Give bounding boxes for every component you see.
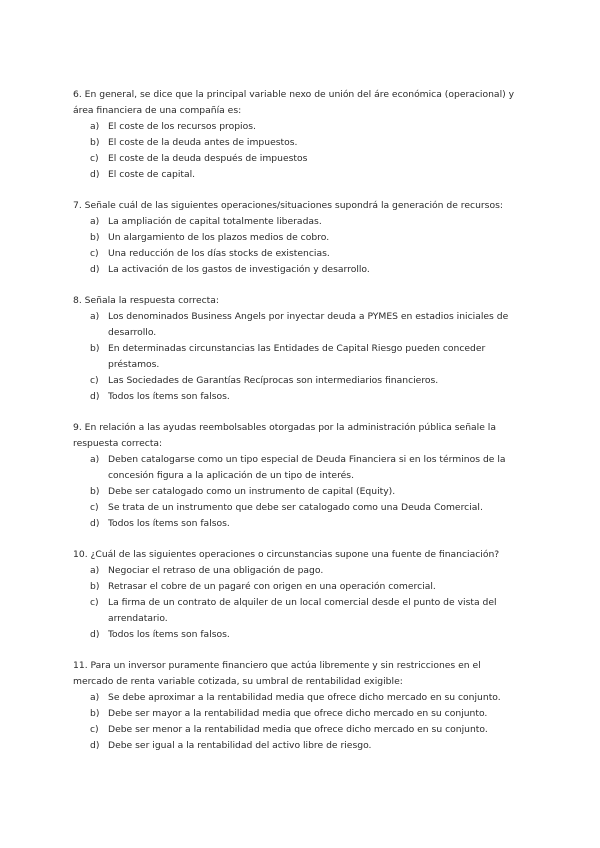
answer-option (73, 500, 523, 516)
answer-option (73, 151, 523, 167)
option-list (73, 119, 523, 183)
answer-option (73, 373, 523, 389)
option-text: El coste de capital. (108, 169, 196, 180)
option-text: Los denominados Business Angels por inyectar deuda a PYMES en estadios iniciales de desarrollo. (108, 311, 509, 338)
answer-option (73, 627, 523, 643)
option-text: Debe ser menor a la rentabilidad media que ofrece dicho mercado en su conjunto. (108, 724, 488, 735)
answer-option (73, 389, 523, 405)
option-list (73, 214, 523, 278)
option-letter: b) (90, 581, 100, 592)
question-block (73, 658, 523, 754)
option-letter: c) (90, 597, 99, 608)
option-text: En determinadas circunstancias las Entidades de Capital Riesgo pueden conceder préstamos. (108, 343, 486, 370)
question-block (73, 293, 523, 405)
option-list (73, 690, 523, 754)
answer-option (73, 595, 523, 627)
question-block (73, 547, 523, 643)
option-text: El coste de la deuda después de impuestos (108, 153, 308, 164)
answer-option (73, 167, 523, 183)
option-letter: a) (90, 121, 100, 132)
question-text: 6. En general, se dice que la principal variable nexo de unión del áre económica (operacional) y área financiera de una compañía es: (73, 89, 515, 116)
option-text: La activación de los gastos de investigación y desarrollo. (108, 264, 370, 275)
answer-option (73, 230, 523, 246)
answer-option (73, 738, 523, 754)
answer-option (73, 341, 523, 373)
option-text: La firma de un contrato de alquiler de un local comercial desde el punto de vista del arrendatario. (108, 597, 497, 624)
option-text: Se trata de un instrumento que debe ser catalogado como una Deuda Comercial. (108, 502, 483, 513)
option-letter: c) (90, 153, 99, 164)
option-text: Un alargamiento de los plazos medios de cobro. (108, 232, 330, 243)
answer-option (73, 484, 523, 500)
option-text: Debe ser igual a la rentabilidad del activo libre de riesgo. (108, 740, 372, 751)
option-text: Las Sociedades de Garantías Recíprocas son intermediarios financieros. (108, 375, 439, 386)
answer-option (73, 246, 523, 262)
option-text: Todos los ítems son falsos. (108, 629, 230, 640)
answer-option (73, 579, 523, 595)
question-text: 8. Señala la respuesta correcta: (73, 295, 219, 306)
question-block (73, 198, 523, 278)
option-letter: d) (90, 264, 100, 275)
option-text: Retrasar el cobre de un pagaré con origen en una operación comercial. (108, 581, 436, 592)
option-letter: d) (90, 740, 100, 751)
option-text: Deben catalogarse como un tipo especial de Deuda Financiera si en los términos de la concesión figura a la aplicación de un tipo de interés. (108, 454, 506, 481)
answer-option (73, 452, 523, 484)
answer-option (73, 214, 523, 230)
option-letter: b) (90, 486, 100, 497)
question-text: 11. Para un inversor puramente financiero que actúa libremente y sin restricciones en el mercado de renta variable cotizada, su umbral de rentabilidad exigible: (73, 660, 481, 687)
answer-option (73, 135, 523, 151)
option-letter: a) (90, 454, 100, 465)
answer-option (73, 690, 523, 706)
option-letter: c) (90, 502, 99, 513)
option-letter: a) (90, 311, 100, 322)
option-letter: d) (90, 629, 100, 640)
option-list (73, 563, 523, 643)
option-letter: d) (90, 391, 100, 402)
option-letter: b) (90, 708, 100, 719)
answer-option (73, 516, 523, 532)
question-block (73, 87, 523, 183)
option-letter: d) (90, 518, 100, 529)
option-text: Negociar el retraso de una obligación de pago. (108, 565, 324, 576)
option-text: La ampliación de capital totalmente liberadas. (108, 216, 322, 227)
answer-option (73, 706, 523, 722)
option-letter: a) (90, 692, 100, 703)
option-letter: b) (90, 232, 100, 243)
option-letter: a) (90, 565, 100, 576)
question-text: 10. ¿Cuál de las siguientes operaciones o circunstancias supone una fuente de financiación? (73, 549, 500, 560)
option-text: El coste de la deuda antes de impuestos. (108, 137, 298, 148)
question-block (73, 420, 523, 532)
question-text: 7. Señale cuál de las siguientes operaciones/situaciones supondrá la generación de recursos: (73, 200, 503, 211)
option-text: Todos los ítems son falsos. (108, 518, 230, 529)
answer-option (73, 262, 523, 278)
option-text: Todos los ítems son falsos. (108, 391, 230, 402)
answer-option (73, 722, 523, 738)
option-list (73, 309, 523, 405)
option-letter: c) (90, 724, 99, 735)
answer-option (73, 119, 523, 135)
option-letter: b) (90, 137, 100, 148)
answer-option (73, 309, 523, 341)
option-text: Una reducción de los días stocks de existencias. (108, 248, 330, 259)
option-text: El coste de los recursos propios. (108, 121, 256, 132)
option-text: Se debe aproximar a la rentabilidad media que ofrece dicho mercado en su conjunto. (108, 692, 501, 703)
option-letter: a) (90, 216, 100, 227)
document-page (73, 87, 523, 769)
option-list (73, 452, 523, 532)
option-text: Debe ser catalogado como un instrumento de capital (Equity). (108, 486, 396, 497)
option-letter: c) (90, 248, 99, 259)
option-text: Debe ser mayor a la rentabilidad media que ofrece dicho mercado en su conjunto. (108, 708, 488, 719)
answer-option (73, 563, 523, 579)
option-letter: c) (90, 375, 99, 386)
option-letter: b) (90, 343, 100, 354)
option-letter: d) (90, 169, 100, 180)
question-text: 9. En relación a las ayudas reembolsables otorgadas por la administración pública señale la respuesta correcta: (73, 422, 496, 449)
